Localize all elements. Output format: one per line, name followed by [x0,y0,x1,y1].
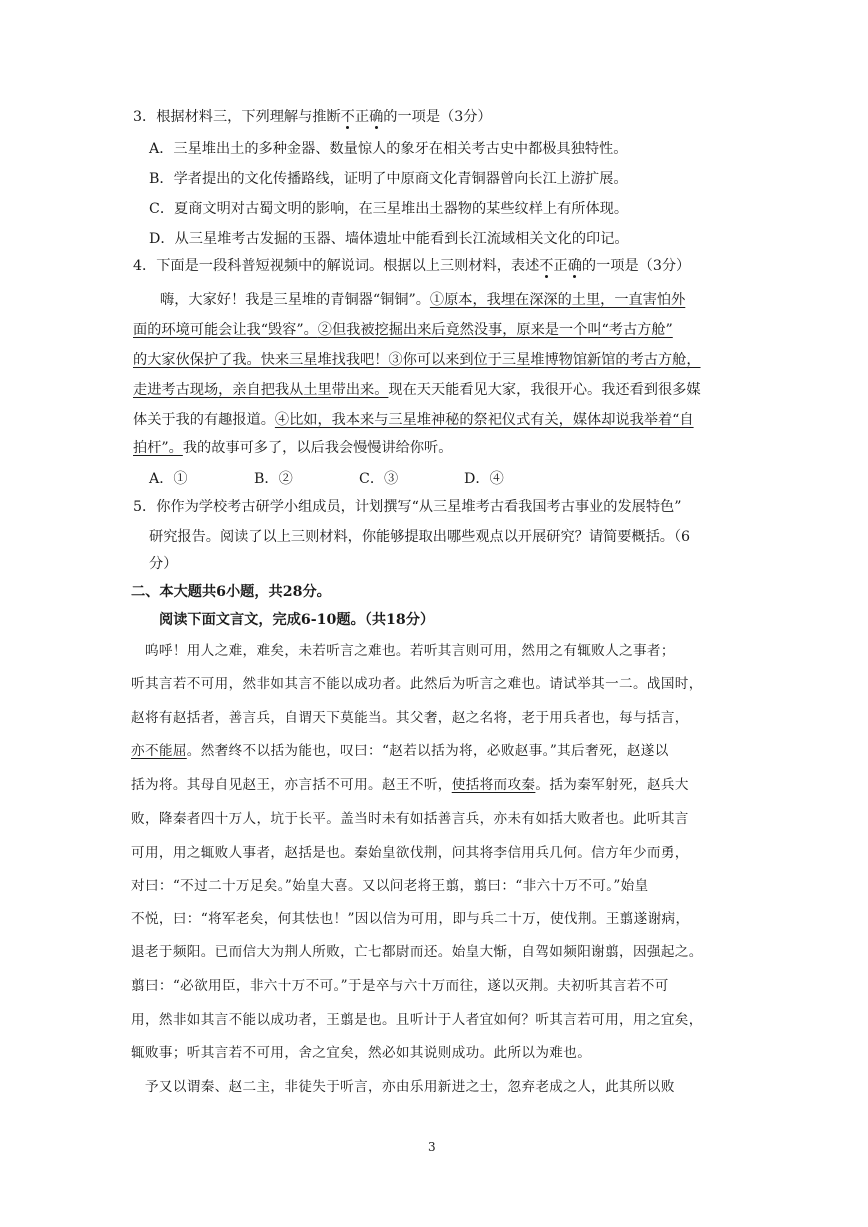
classical-text: 不悦，曰：“将军老矣，何其怯也！”因以信为可用，即与兵二十万，使伐荆。王翦遂谢病， [131,911,690,927]
underlined-statement: 面的环境可能会让我“毁容”。 [133,322,318,338]
q3-stem-text: 的一项是（3分） [383,109,492,125]
classical-text: 对曰：“不过二十万足矣。”始皇大喜。又以问老将王翦，翦曰：“非六十万不可。”始皇 [131,878,649,894]
classical-line [131,809,689,829]
classical-text: 退老于频阳。已而信大为荆人所败，亡七都尉而还。始皇大惭，自驾如频阳谢翦，因强起之。 [131,944,703,960]
section-heading: 二、本大题共6小题，共28分。 [131,584,331,600]
q5-line: 研究报告。阅读了以上三则材料，你能够提取出哪些观点以开展研究？请简要概括。（6 [149,529,691,545]
q4-stem-text: 的一项是（3分） [581,258,691,274]
q3-option-b: B．学者提出的文化传播路线，证明了中原商文化青铜器曾向长江上游扩展。 [149,171,628,187]
classical-line [131,1077,675,1097]
classical-text: 。括为秦军射死，赵兵大 [535,777,689,793]
underlined-statement: ④比如，我本来与三星堆神秘的祭祀仪式有关，媒体却说我举着“自 [274,412,694,428]
q3-stem-text: 3．根据材料三，下列理解与推断 [133,109,341,125]
emphasis-char: 不 [340,109,355,125]
classical-text: 予又以谓秦、赵二主，非徒失于听言，亦由乐用新进之士，忽弃老成之人，此其所以败 [131,1079,675,1095]
classical-text: 听其言若不可用，然非如其言不能以成功者。此然后为听言之难也。请试举其一二。战国时， [131,676,703,692]
classical-text: 用，然非如其言不能以成功者，王翦是也。且听计于人者宜如何？听其言若可用，用之宜矣， [131,1012,703,1028]
q4-stem [133,256,690,276]
underlined-statement: 走进考古现场，亲自把我从土里带出来。 [133,382,389,398]
classical-line [131,976,669,996]
classical-text: 辄败事；听其言若不可用，舍之宜矣，然必如其说则成功。此所以为难也。 [131,1045,592,1061]
classical-text: 呜呼！用人之难，难矣，未若听言之难也。若听其言则可用，然用之有辄败人之事者； [131,643,675,659]
q4-passage-line [160,290,685,310]
classical-line [131,641,675,661]
classical-line [131,708,689,728]
emphasis-char: 确 [567,258,582,274]
underlined-statement: ①原本，我埋在深深的土里，一直害怕外 [429,292,686,308]
q4-options [149,469,569,489]
passage-text: 现在天天能看见大家，我很开心。我还看到很多媒 [388,382,701,398]
classical-text: 赵将有赵括者，善言兵，自谓天下莫能当。其父奢，赵之名将，老于用兵者也，每与括言， [131,710,689,726]
section-subheading: 阅读下面文言文，完成6-10题。（共18分） [159,612,435,628]
q3-option-c: C．夏商文明对古蜀文明的影响，在三星堆出土器物的某些纹样上有所体现。 [149,201,629,217]
q4-passage-line [133,380,701,400]
q3-stem [133,107,492,127]
underlined-statement: 快来三星堆找我吧！③你可以来到位于三星堆博物馆新馆的考古方舱， [260,352,701,368]
classical-line [131,876,649,896]
q5-line: 5．你作为学校考古研学小组成员，计划撰写“从三星堆考古看我国考古事业的发展特色” [133,499,682,515]
underlined-statement: 拍杆”。 [133,440,183,456]
q3-option-d: D．从三星堆考古发掘的玉器、墙体遗址中能看到长江流域相关文化的印记。 [149,231,629,247]
classical-text: 。然奢终不以括为能也，叹曰：“赵若以括为将，必败赵事。”其后奢死，赵遂以 [186,743,669,759]
q4-passage-line [133,350,701,370]
q4-option-b: B．② [254,471,293,487]
q4-passage-line [133,438,452,458]
classical-line [131,909,689,929]
q3-option-a: A．三星堆出土的多种金器、数量惊人的象牙在相关考古史中都极具独特性。 [149,141,628,157]
q3-stem-text: 正 [354,109,370,125]
q4-option-a: A．① [149,471,188,487]
page-number: 3 [428,1140,436,1154]
classical-text: 括为将。其母自见赵王，亦言括不可用。赵王不听， [131,777,452,793]
q4-stem-text: 正 [553,258,568,274]
passage-text: 体关于我的有趣报道。 [133,412,275,428]
underlined-statement: 的大家伙保护了我。 [133,352,261,368]
classical-line [131,674,703,694]
q4-option-d: D．④ [464,471,504,487]
classical-line [131,942,703,962]
emphasis-char: 确 [369,109,384,125]
emphasis-char: 不 [539,258,554,274]
classical-text: 翦曰：“必欲用臣，非六十万不可。”于是卒与六十万而往，遂以灭荆。夫初听其言若不可 [131,978,669,994]
classical-line [131,741,669,761]
q4-passage-line [133,410,694,430]
classical-line [131,1043,591,1063]
classical-line [131,843,689,863]
passage-text: 嗨，大家好！我是三星堆的青铜器“铜铜”。 [160,292,430,308]
underlined-phrase: 使括将而攻秦 [451,777,536,793]
q4-passage-line [133,320,673,340]
underlined-phrase: 亦不能屈 [131,743,187,759]
passage-text: 我的故事可多了，以后我会慢慢讲给你听。 [182,440,453,456]
classical-line [131,1010,703,1030]
underlined-statement: ②但我被挖掘出来后竟然没事，原来是一个叫“考古方舱” [317,322,673,338]
q4-option-c: C．③ [359,471,399,487]
classical-text: 败，降秦者四十万人，坑于长平。盖当时未有如括善言兵，亦未有如括大败者也。此听其言 [131,811,689,827]
q4-stem-text: 4．下面是一段科普短视频中的解说词。根据以上三则材料，表述 [133,258,540,274]
classical-text: 可用，用之辄败人事者，赵括是也。秦始皇欲伐荆，问其将李信用兵几何。信方年少而勇， [131,845,689,861]
classical-line [131,775,689,795]
q5-line: 分） [149,556,178,572]
